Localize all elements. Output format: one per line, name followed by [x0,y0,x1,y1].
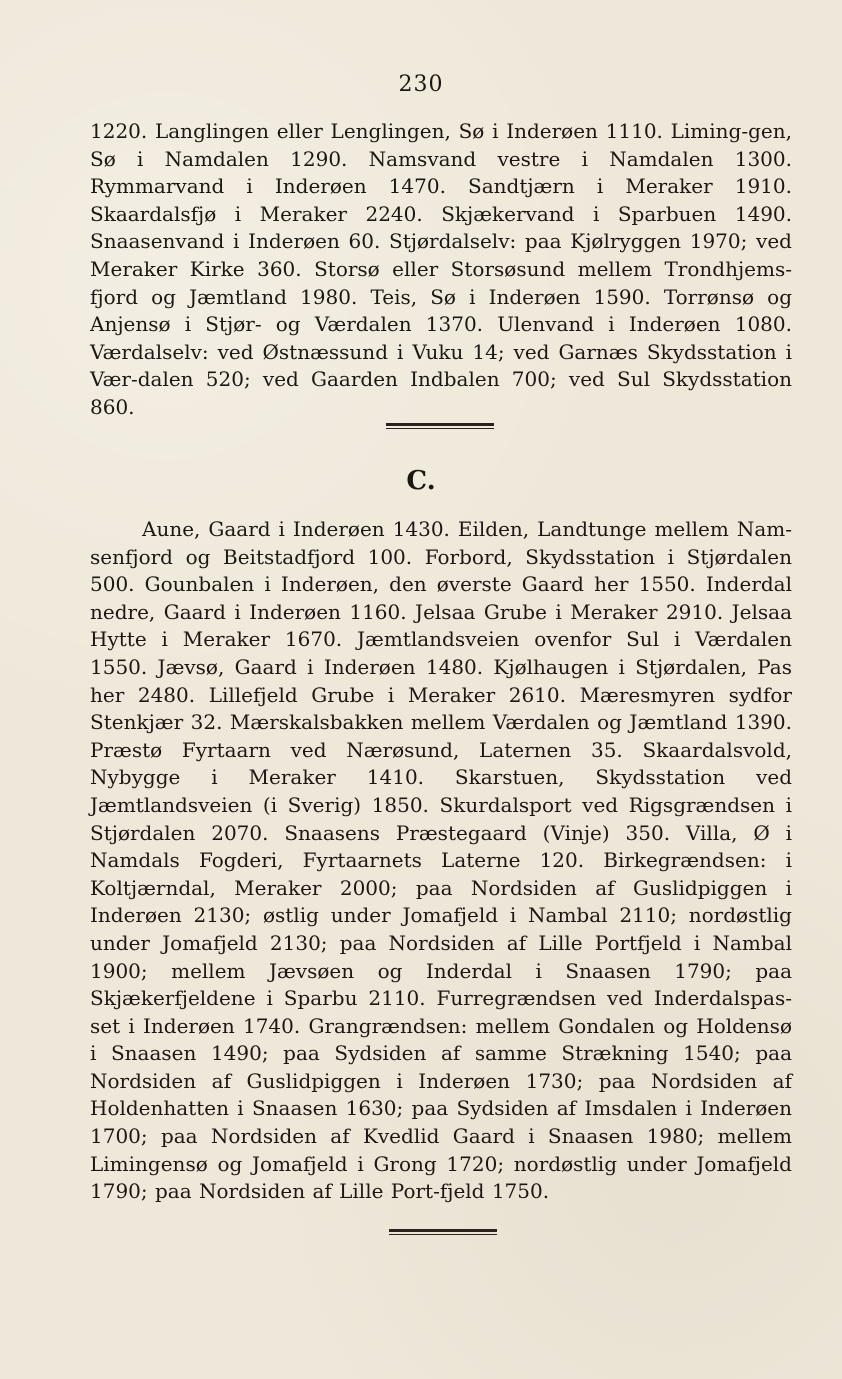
section-divider-bottom [389,1229,497,1237]
section-c-paragraph: Aune, Gaard i Inderøen 1430. Eilden, Landtunge mellem Nam-senfjord og Beitstadfjord 100. Forbord, Skydsstation i Stjørdalen 500. Gounbalen i Inderøen, den øverste Gaard her 1550. Inderdal nedre, Gaard i Inderøen 1160. Jelsaa Grube i Meraker 2910. Jelsaa Hytte i Meraker 1670. Jæmtlandsveien ovenfor Sul i Værdalen 1550. Jævsø, Gaard i Inderøen 1480. Kjølhaugen i Stjørdalen, Pas her 2480. Lillefjeld Grube i Meraker 2610. Mæresmyren sydfor Stenkjær 32. Mærskalsbakken mellem Værdalen og Jæmtland 1390. Præstø Fyrtaarn ved Nærøsund, Laternen 35. Skaardalsvold, Nybygge i Meraker 1410. Skarstuen, Skydsstation ved Jæmtlandsveien (i Sverig) 1850. Skurdalsport ved Rigsgrændsen i Stjørdalen 2070. Snaasens Præstegaard (Vinje) 350. Villa, Ø i Namdals Fogderi, Fyrtaarnets Laterne 120. Birkegrændsen: i Koltjærndal, Meraker 2000; paa Nordsiden af Guslidpiggen i Inderøen 2130; østlig under Jomafjeld i Nambal 2110; nordøstlig under Jomafjeld 2130; paa Nordsiden af Lille Portfjeld i Nambal 1900; mellem Jævsøen og Inderdal i Snaasen 1790; paa Skjækerfjeldene i Sparbu 2110. Furregrændsen ved Inderdalspas-set i Inderøen 1740. Grangrændsen: mellem Gondalen og Holdensø i Snaasen 1490; paa Sydsiden af samme Strækning 1540; paa Nordsiden af Guslidpiggen i Inderøen 1730; paa Nordsiden af Holdenhatten i Snaasen 1630; paa Sydsiden af Imsdalen i Inderøen 1700; paa Nordsiden af Kvedlid Gaard i Snaasen 1980; mellem Limingensø og Jomafjeld i Grong 1720; nordøstlig under Jomafjeld 1790; paa Nordsiden af Lille Port-fjeld 1750. [90,517,792,1204]
section-c-body [90,516,792,1206]
section-b-continued [90,118,792,422]
section-heading-c: C. [406,466,436,496]
section-b-paragraph: 1220. Langlingen eller Lenglingen, Sø i Inderøen 1110. Liming-gen, Sø i Namdalen 1290. Namsvand vestre i Namdalen 1300. Rymmarvand i Inderøen 1470. Sandtjærn i Meraker 1910. Skaardalsfjø i Meraker 2240. Skjækervand i Sparbuen 1490. Snaasenvand i Inderøen 60. Stjørdalselv: paa Kjølryggen 1970; ved Meraker Kirke 360. Storsø eller Storsøsund mellem Trondhjems-fjord og Jæmtland 1980. Teis, Sø i Inderøen 1590. Torrønsø og Anjensø i Stjør- og Værdalen 1370. Ulenvand i Inderøen 1080. Værdalselv: ved Østnæssund i Vuku 14; ved Garnæs Skydsstation i Vær-dalen 520; ved Gaarden Indbalen 700; ved Sul Skydsstation 860. [90,119,792,419]
section-divider-top [386,423,494,431]
page-number: 230 [398,72,444,97]
